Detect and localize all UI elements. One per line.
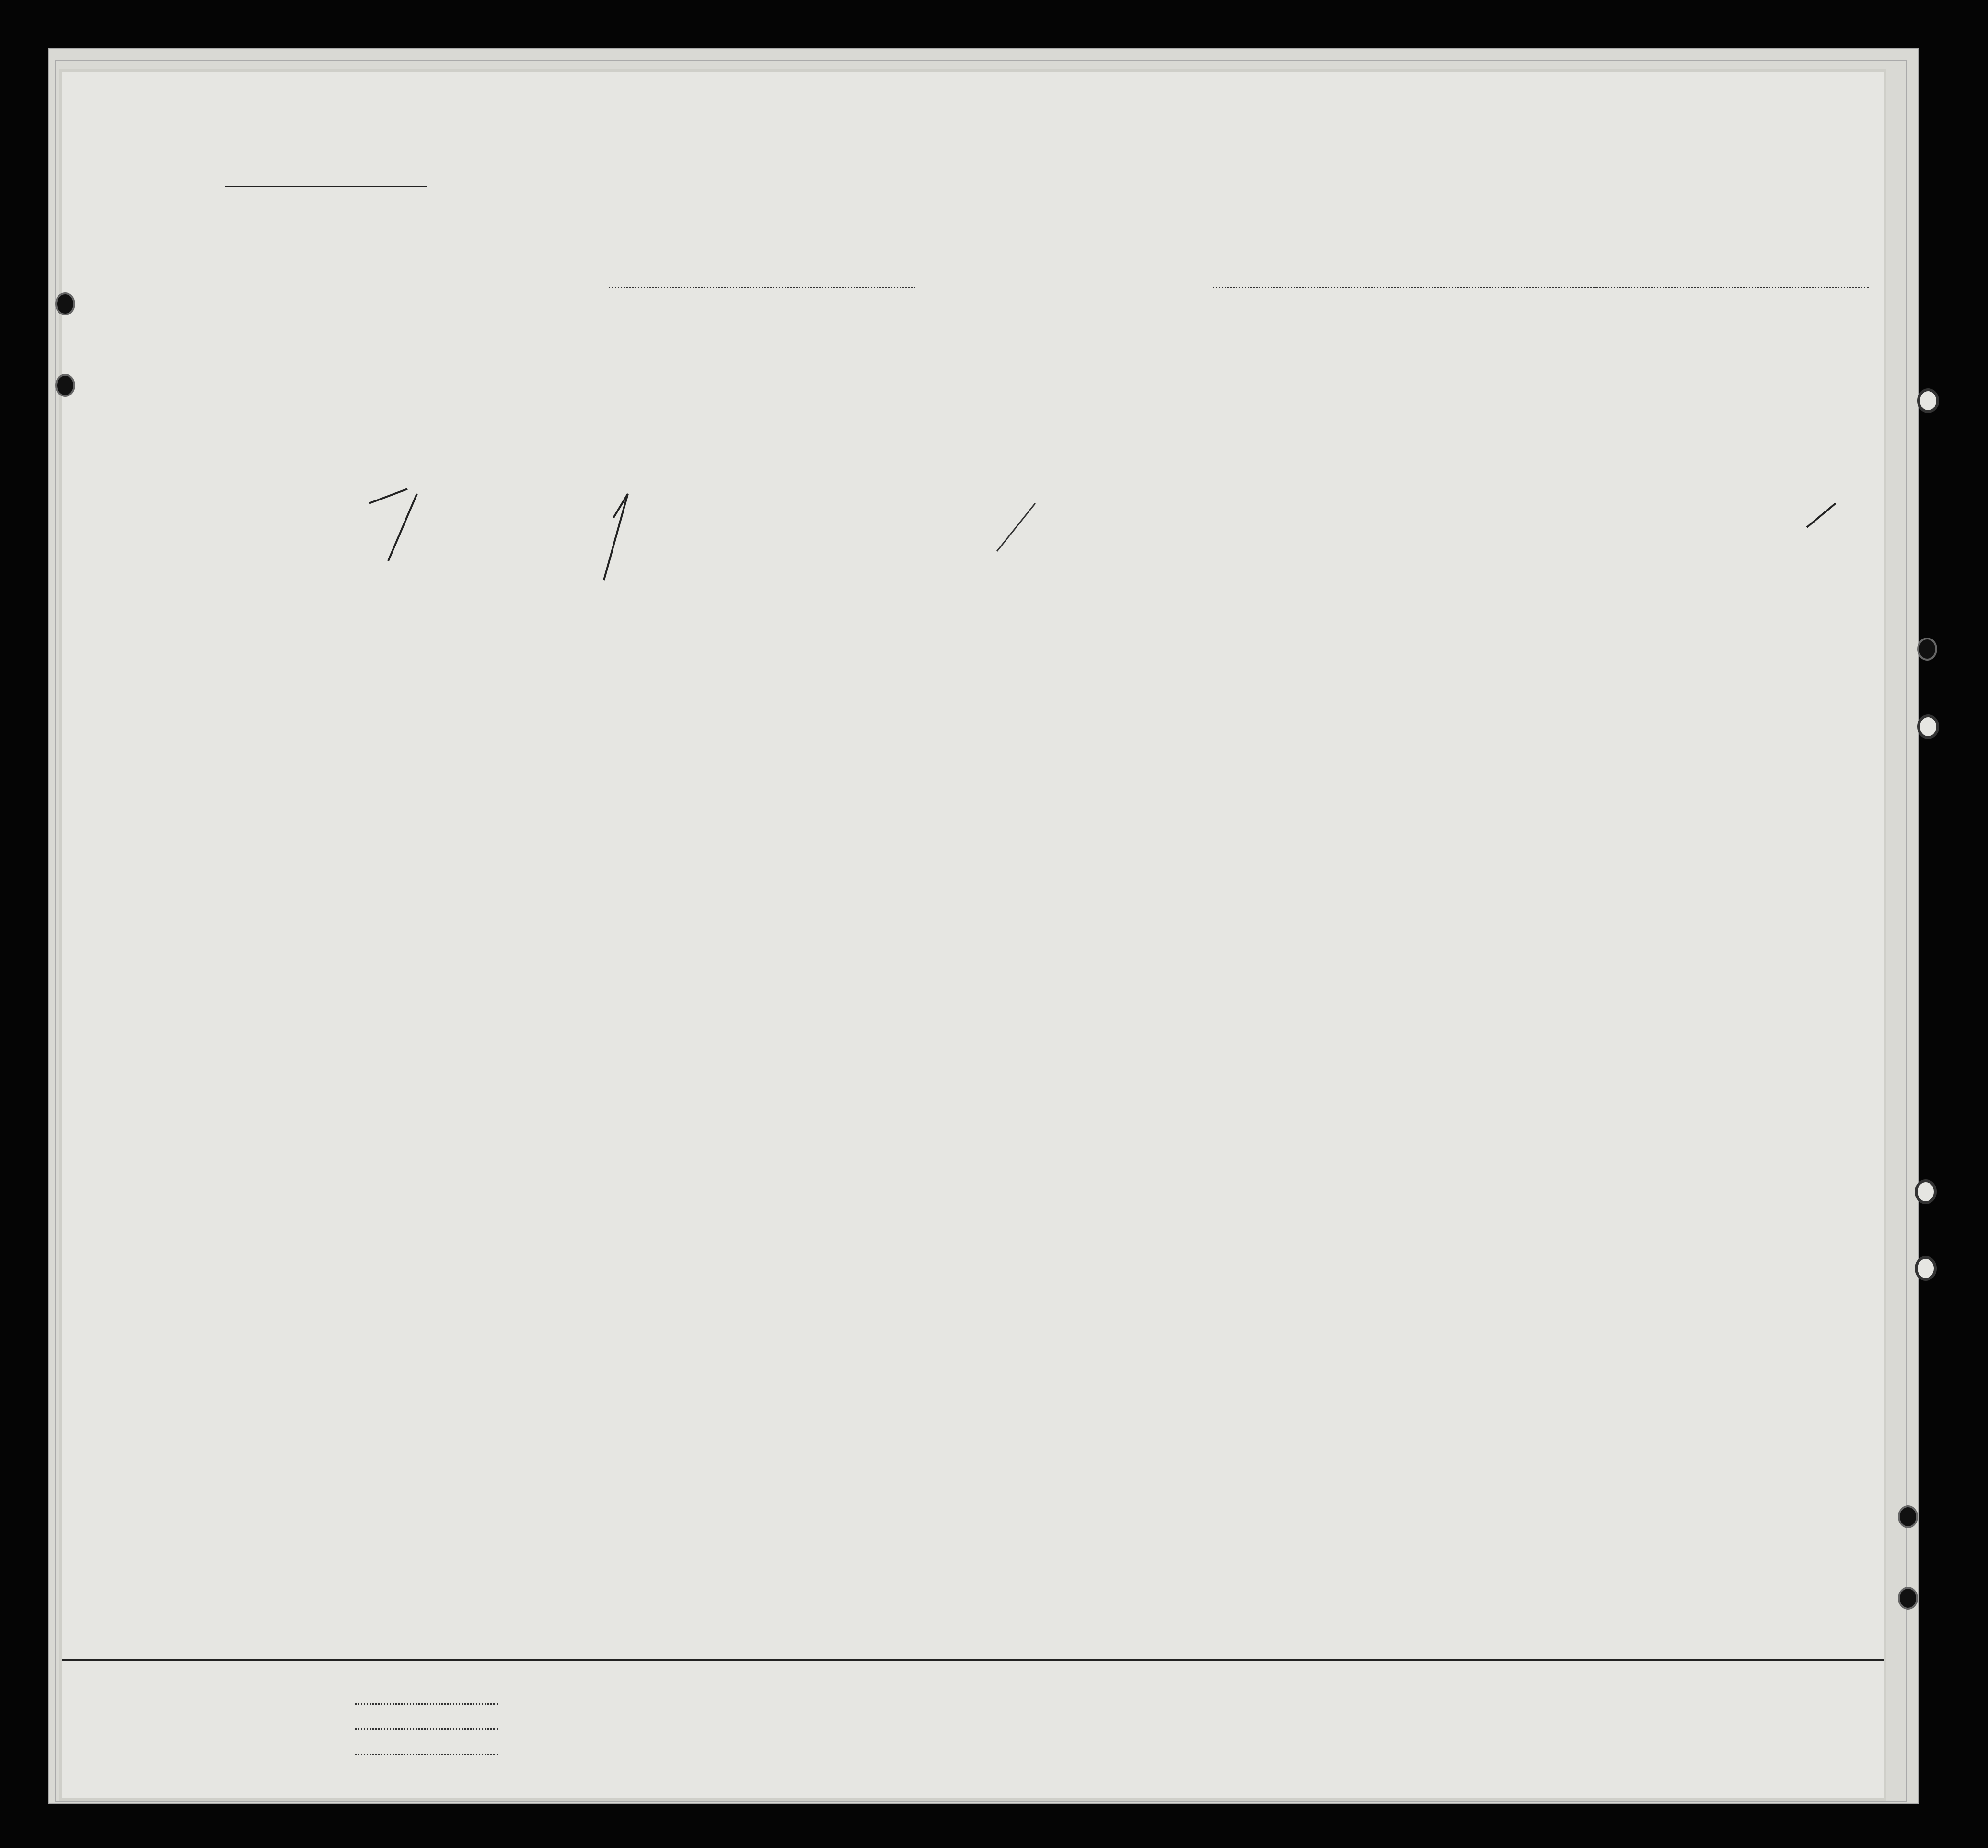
check-marks — [62, 72, 1884, 1798]
binder-hole — [1917, 714, 1939, 739]
aliens-line — [355, 1754, 498, 1755]
us-citizens-line — [355, 1728, 498, 1730]
binder-hole — [55, 292, 75, 315]
binder-hole — [1917, 638, 1937, 661]
binder-hole — [1915, 1179, 1937, 1204]
manifest-sheet — [62, 72, 1884, 1798]
binder-hole — [1917, 388, 1939, 413]
binder-hole — [1915, 1256, 1937, 1281]
total-passengers-line — [355, 1703, 498, 1705]
footer-rule — [62, 1659, 1884, 1661]
binder-hole — [1898, 1505, 1918, 1528]
binder-hole — [1898, 1587, 1918, 1610]
binder-hole — [55, 374, 75, 397]
